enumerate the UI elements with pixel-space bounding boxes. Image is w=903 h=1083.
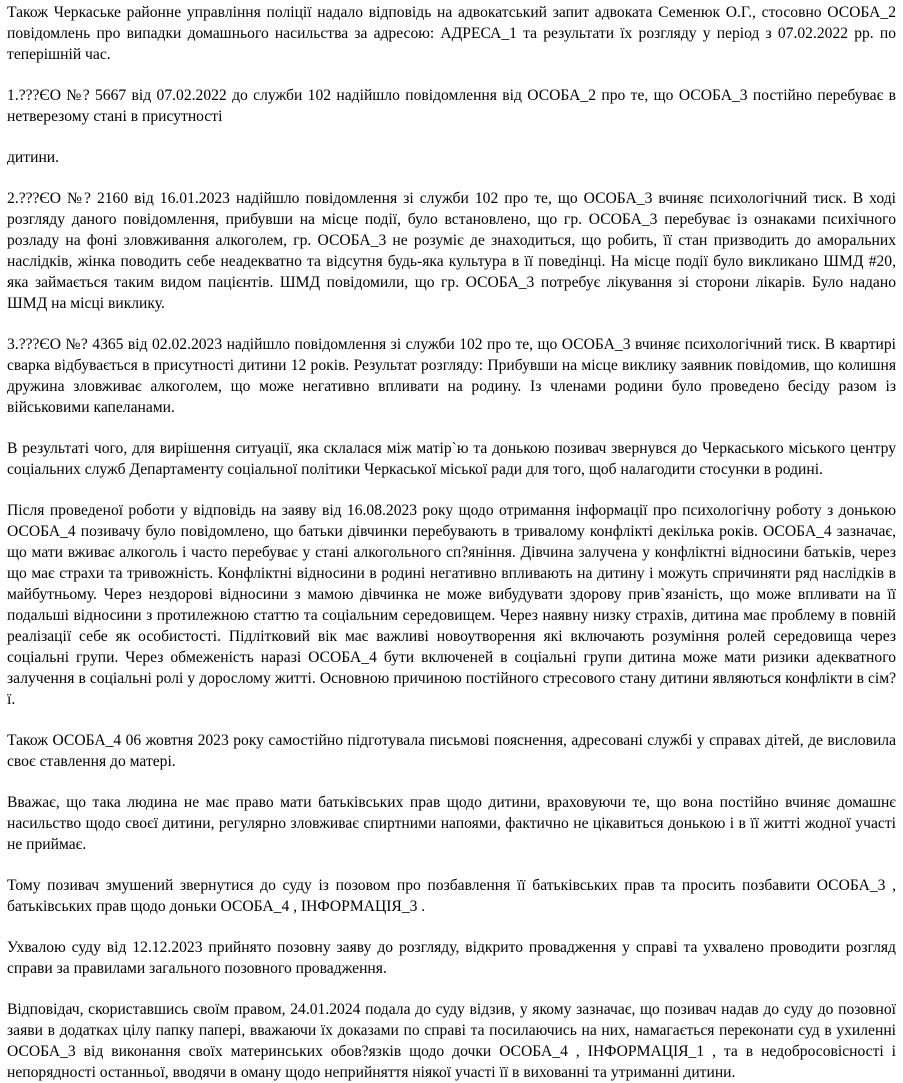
paragraph-psychological-work: Після проведеної роботи у відповідь на заяву від 16.08.2023 року щодо отримання інформації про психологічну роботу з донькою ОСОБА_4 позивачу було повідомлено, що батьки дівчинки перебувають в тривалому конфлікті декілька років. ОСОБА_4 зазначає, що мати вживає алкоголь і часто перебуває у стані алкогольного сп?яніння. Дівчина залучена у конфліктні відносини батьків, через що має страхи та тривожність. Конфліктні відносини в родині негативно впливають на дитину і можуть спричиняти ряд наслідків в майбутньому. Через нездорові відносини з мамою дівчинка не може вибудувати здорову прив`язаність, що може впливати на її подальші відносини з протилежною статтю та соціальним середовищем. Через наявну низку страхів, дитина має проблему в повній реалізації себе як особистості. Підлітковий вік має важливі новоутворення які включають розуміння ролей середовища через соціальні групи. Через обмеженість наразі ОСОБА_4 бути включеней в соціальні групи дитина може мати ризики адекватного залучення в соціальні ролі у дорослому житті. Основною причиною постійного стресового стану дитини являються конфлікти в сім?ї. — [7, 502, 896, 708]
paragraph-report-3: 3.???ЄО №? 4365 від 02.02.2023 надійшло повідомлення зі служби 102 про те, що ОСОБА_3 вчиняє психологічний тиск. В квартирі сварка відбувається в присутності дитини 12 років. Результат розгляду: Прибувши на місце виклику заявник повідомив, що колишня дружина зловживає алкоголем, що може негативно впливати на родину. Із членами родини було проведено бесіду разом із військовими капеланами. — [7, 336, 896, 416]
paragraph-plaintiff-position: Вважає, що така людина не має право мати батьківських прав щодо дитини, враховуючи те, що вона постійно вчиняє домашнє насильство щодо своєї дитини, регулярно зловживає спиртними напоями, фактично не цікавиться донькою і в її житті жодної участі не приймає. — [7, 794, 896, 853]
paragraph-social-services: В результаті чого, для вирішення ситуації, яка склалася між матір`ю та донькою позивач звернувся до Черкаського міського центру соціальних служб Департаменту соціальної політики Черкаської міської ради для того, щоб налагодити стосунки в родині. — [7, 440, 896, 478]
paragraph-defendant-response: Відповідач, скориставшись своїм правом, 24.01.2024 подала до суду відзив, у якому зазначає, що позивач надав до суду до позовної заяви в додатках цілу папку папері, вважаючи їх доказами по справі та посилаючись на них, намагається переконати суд в ухиленні ОСОБА_3 від виконання своїх материнських обов?язків щодо дочки ОСОБА_4 , ІНФОРМАЦІЯ_1 , та в недобросовісності і непорядності останньої, вводячи в оману щодо неприйняття ніякої участі її в вихованні та утриманні дитини. — [7, 1001, 896, 1081]
paragraph-report-2: 2.???ЄО №? 2160 від 16.01.2023 надійшло повідомлення зі служби 102 про те, що ОСОБА_3 вчиняє психологічний тиск. В ході розгляду даного повідомлення, прибувши на місце події, було встановлено, що гр. ОСОБА_3 перебуває із ознаками психічного розладу на фоні зловживання алкоголем, гр. ОСОБА_3 не розуміє де знаходиться, що робить, її стан призводить до аморальних наслідків, жінка поводить себе неадекватно та відсутня будь-яка культура в її поведінці. На місце події було викликано ШМД #20, яка займається таким видом пацієнтів. ШМД повідомили, що гр. ОСОБА_3 потребує лікування зі сторони лікарів. Було надано ШМД на місці виклику. — [7, 190, 896, 312]
paragraph-written-explanation: Також ОСОБА_4 06 жовтня 2023 року самостійно підготувала письмові пояснення, адресовані службі у справах дітей, де висловила своє ставлення до матері. — [7, 732, 896, 770]
paragraph-report-1-continued: дитини. — [7, 149, 60, 166]
paragraph-report-1: 1.???ЄО №? 5667 від 07.02.2022 до служби 102 надійшло повідомлення від ОСОБА_2 про те, що ОСОБА_3 постійно перебуває в нетверезому стані в присутності — [7, 87, 896, 125]
paragraph-court-ruling: Ухвалою суду від 12.12.2023 прийнято позовну заяву до розгляду, відкрито провадження у справі та ухвалено проводити розгляд справи за правилами загального позовного провадження. — [7, 939, 896, 977]
paragraph-claim: Тому позивач змушений звернутися до суду із позовом про позбавлення її батьківських прав та просить позбавити ОСОБА_3 , батьківських прав щодо доньки ОСОБА_4 , ІНФОРМАЦІЯ_3 . — [7, 877, 896, 915]
paragraph-police-response: Також Черкаське районне управління поліції надало відповідь на адвокатський запит адвоката Семенюк О.Г., стосовно ОСОБА_2 повідомлень про випадки домашнього насильства за адресою: АДРЕСА_1 та результати їх розгляду у період з 07.02.2022 рр. по теперішній час. — [7, 4, 896, 63]
